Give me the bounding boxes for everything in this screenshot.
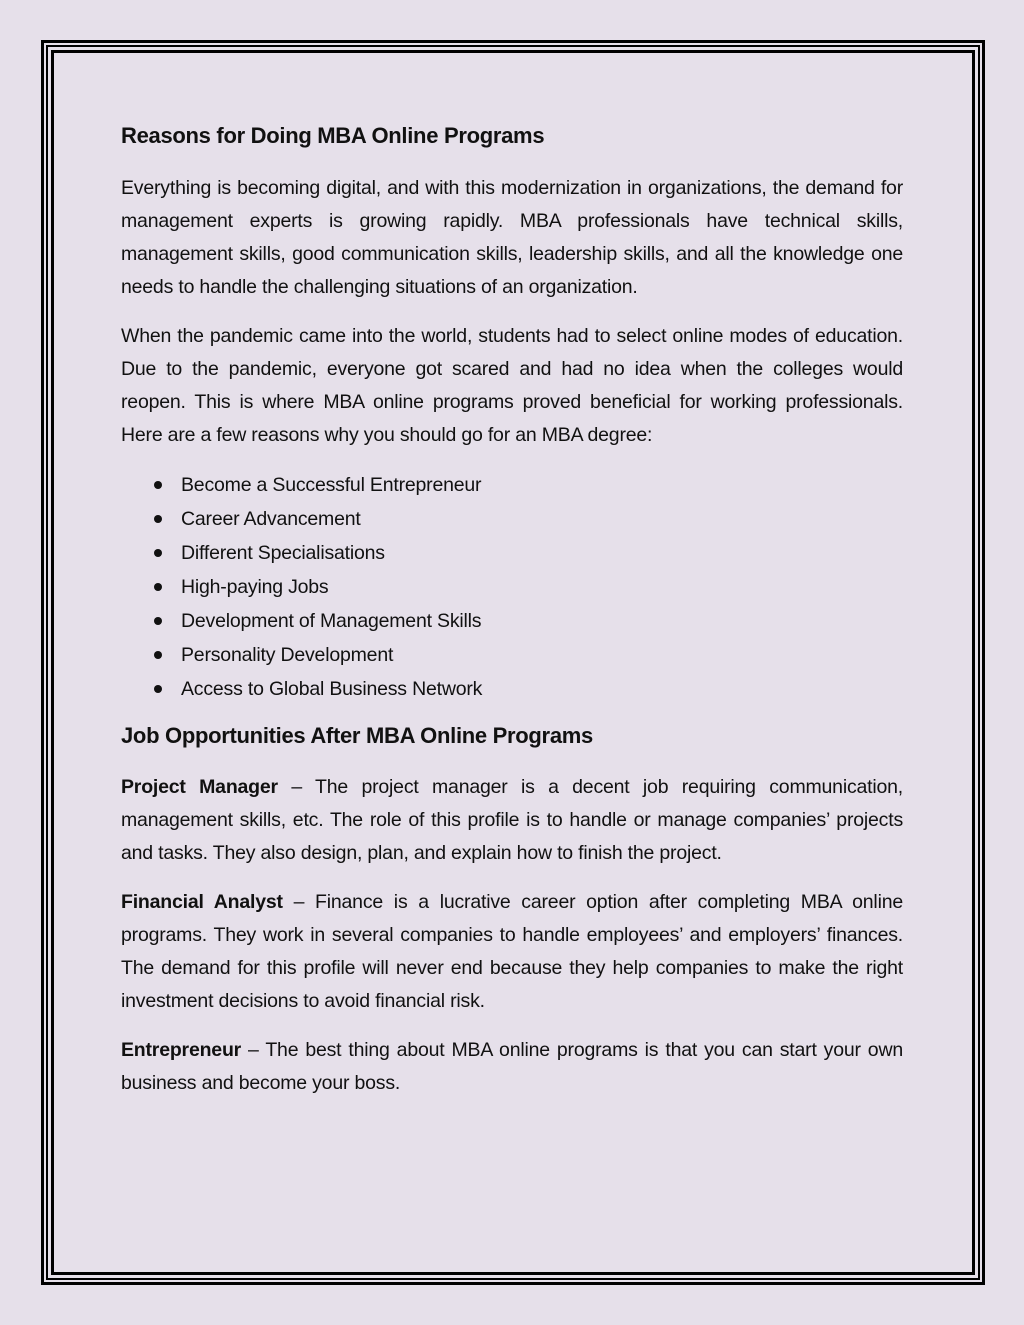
job-paragraph-entrepreneur xyxy=(121,1034,903,1100)
list-item xyxy=(121,604,903,638)
list-item-text: Development of Management Skills xyxy=(181,610,482,632)
job-title: Entrepreneur xyxy=(121,1039,242,1061)
job-paragraph-financial-analyst xyxy=(121,886,903,1018)
bullet-icon xyxy=(154,515,162,523)
list-item xyxy=(121,672,903,706)
bullet-icon xyxy=(154,583,162,591)
list-item-text: Career Advancement xyxy=(181,508,361,530)
job-description: – Finance is a lucrative career option after completing MBA online programs. They work in several companies to handle employees’ and employers’ finances. The demand for this profile will never end because they help companies to make the right investment decisions to avoid financial risk. xyxy=(121,891,903,1012)
paragraph-intro: Everything is becoming digital, and with this modernization in organizations, the demand for management experts is growing rapidly. MBA professionals have technical skills, management skills, good communication skills, leadership skills, and all the knowledge one needs to handle the challenging situations of an organization. xyxy=(121,177,903,298)
bullet-icon xyxy=(154,549,162,557)
job-paragraph-project-manager xyxy=(121,771,903,870)
section-heading-reasons: Reasons for Doing MBA Online Programs xyxy=(121,123,545,148)
list-item xyxy=(121,638,903,672)
list-item-text: High-paying Jobs xyxy=(181,576,329,598)
job-description: – The project manager is a decent job requiring communication, management skills, etc. The role of this profile is to handle or manage companies’ projects and tasks. They also design, plan, and explain how to finish the project. xyxy=(121,776,904,864)
list-item xyxy=(121,536,903,570)
list-item xyxy=(121,468,903,502)
bullet-icon xyxy=(154,617,162,625)
job-title: Financial Analyst xyxy=(121,891,283,913)
bullet-icon xyxy=(154,481,162,489)
paragraph-pandemic: When the pandemic came into the world, students had to select online modes of education. Due to the pandemic, everyone got scared and had no idea when the colleges would reopen. This is where MBA online programs proved beneficial for working professionals. Here are a few reasons why you should go for an MBA degree: xyxy=(121,325,903,446)
list-item-text: Access to Global Business Network xyxy=(181,678,483,700)
list-item-text: Personality Development xyxy=(181,644,394,666)
list-item xyxy=(121,502,903,536)
reasons-list xyxy=(121,468,903,706)
bullet-icon xyxy=(154,685,162,693)
list-item-text: Become a Successful Entrepreneur xyxy=(181,474,482,496)
list-item-text: Different Specialisations xyxy=(181,542,385,564)
section-heading-jobs: Job Opportunities After MBA Online Programs xyxy=(121,723,593,748)
job-title: Project Manager xyxy=(121,776,278,798)
bullet-icon xyxy=(154,651,162,659)
job-description: – The best thing about MBA online programs is that you can start your own business and become your boss. xyxy=(121,1039,903,1094)
list-item xyxy=(121,570,903,604)
document-content xyxy=(121,120,903,1116)
